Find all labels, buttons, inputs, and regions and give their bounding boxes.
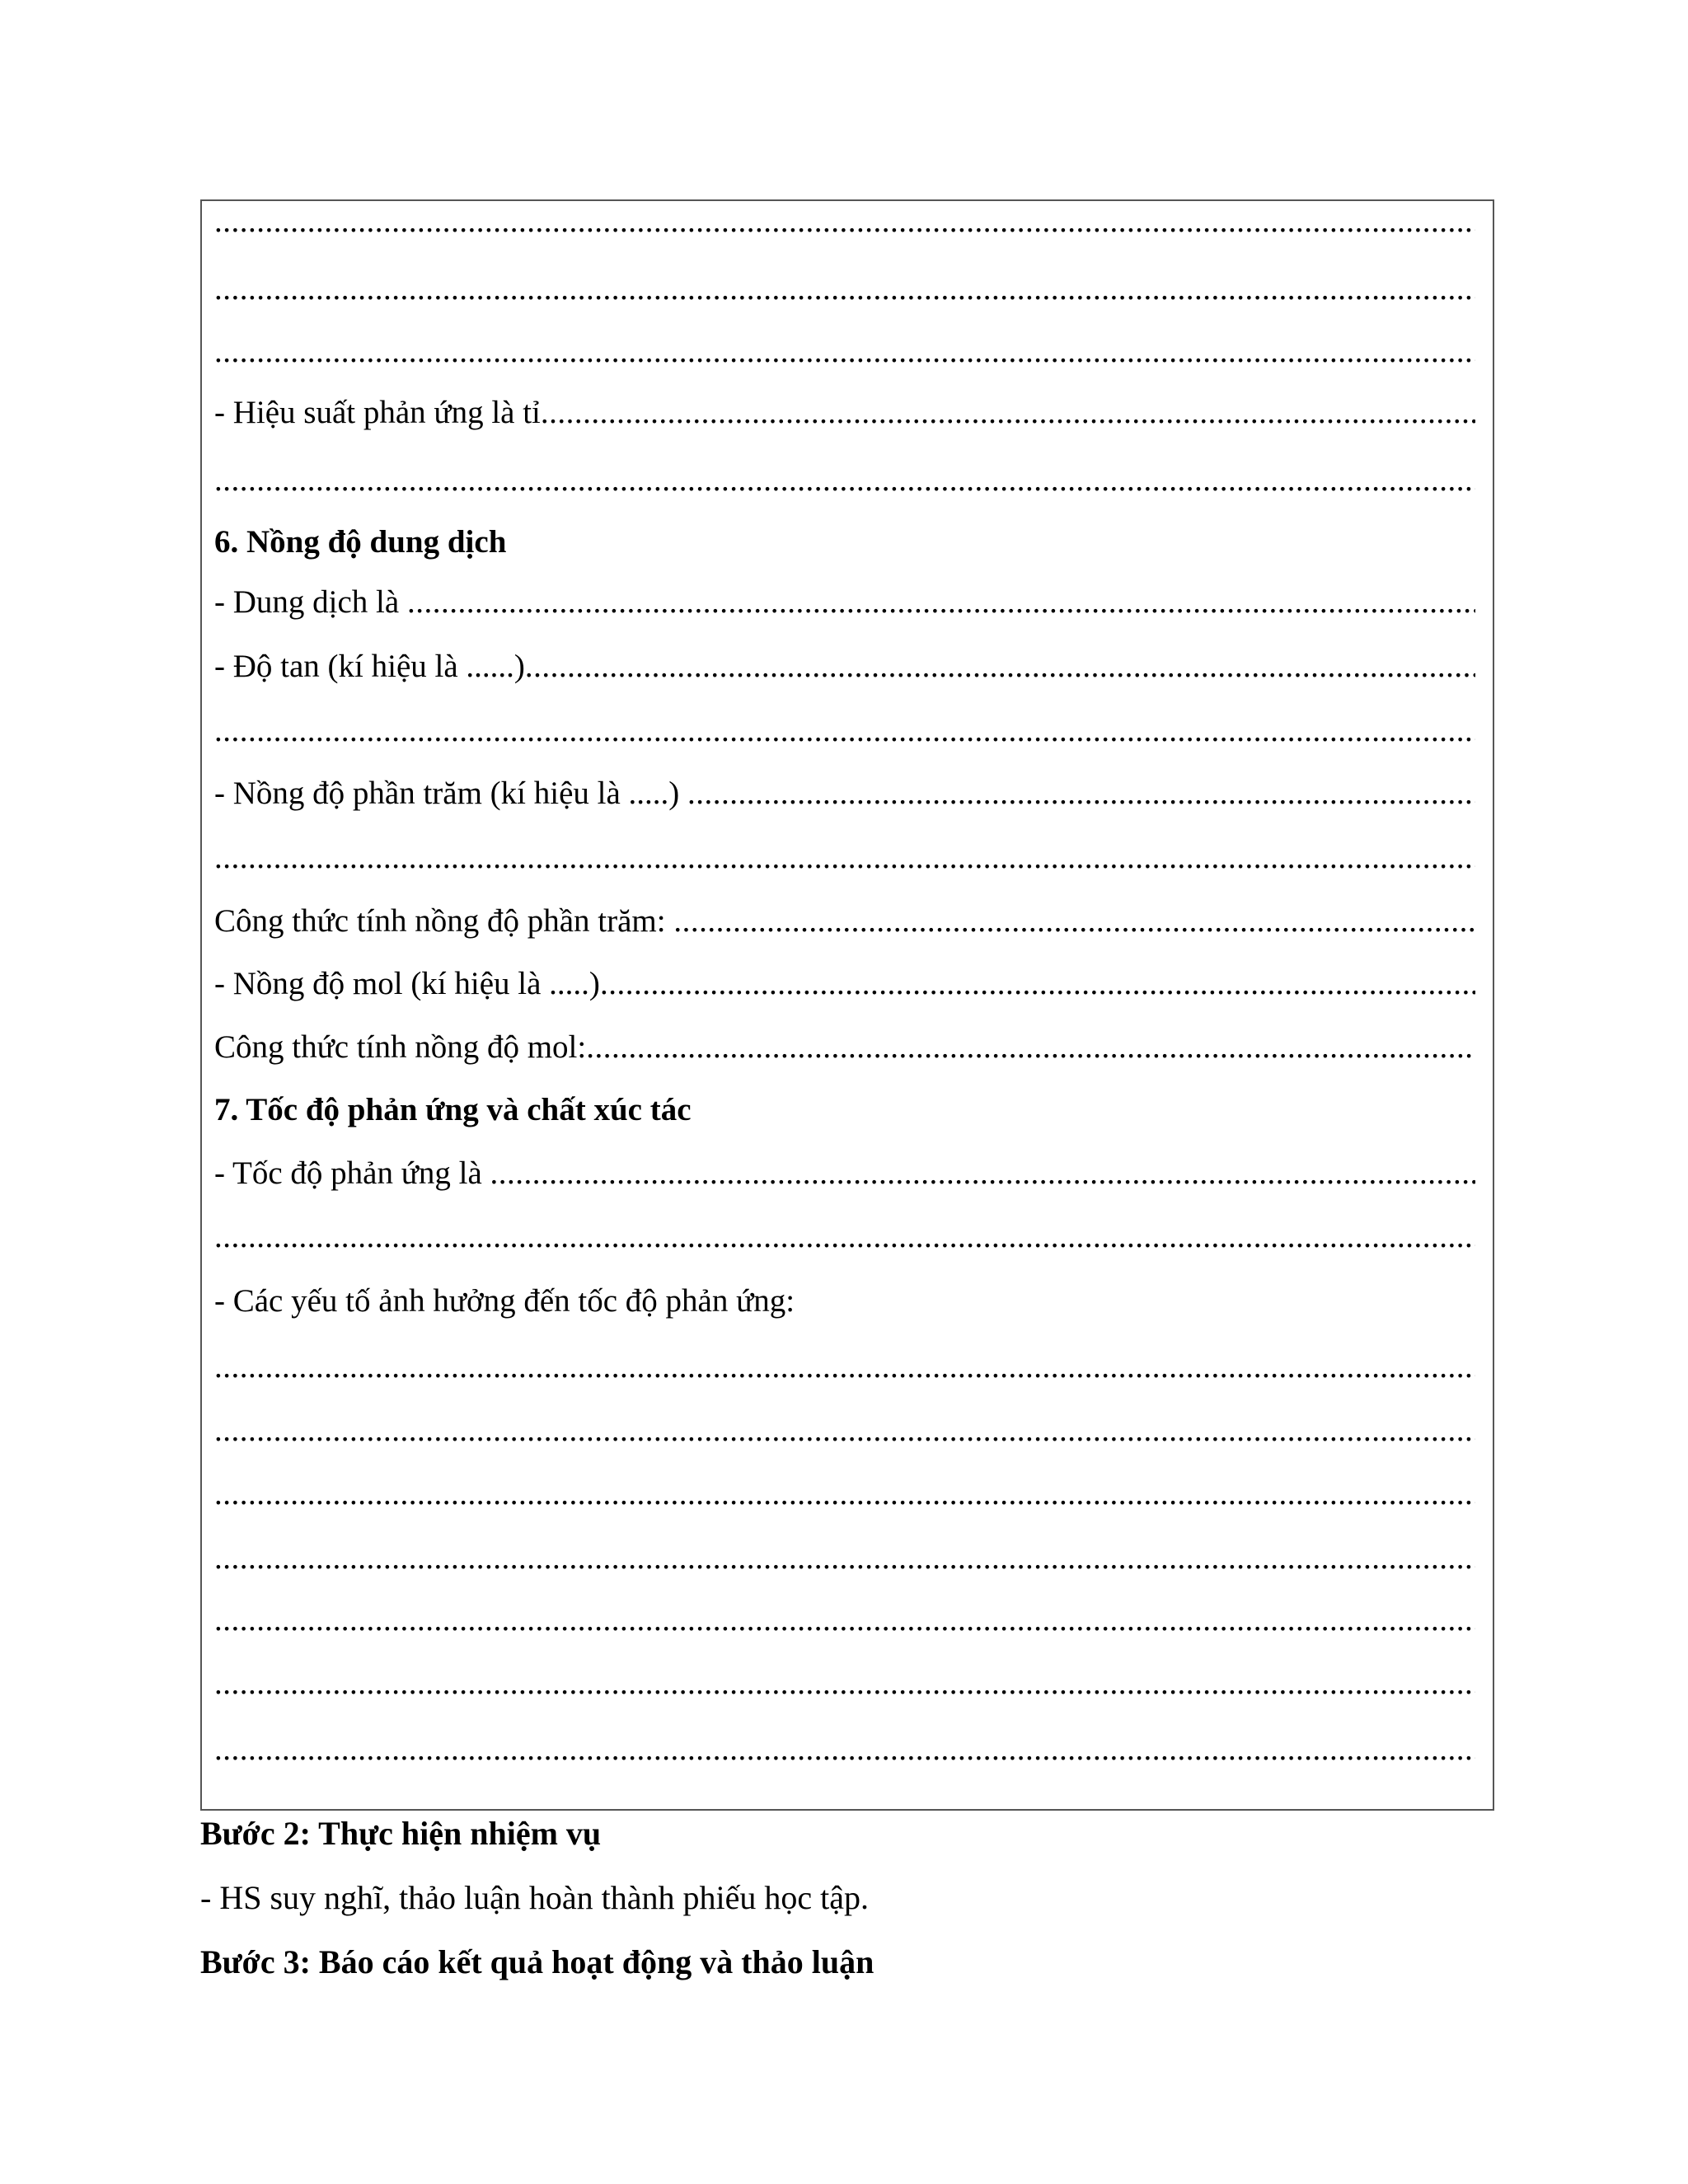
worksheet-line [214, 1212, 1475, 1263]
worksheet-line [214, 1276, 1475, 1327]
worksheet-line [214, 1595, 1475, 1646]
worksheet-line [214, 196, 1475, 247]
answer-blank-dots [214, 1533, 1475, 1584]
worksheet-line [214, 326, 1475, 377]
worksheet-line [214, 1342, 1475, 1393]
worksheet-line [214, 958, 1475, 1010]
answer-blank-dots [525, 641, 1475, 692]
step3-title: Bước 3: Báo cáo kết quả hoạt động và thảo luận [200, 1943, 874, 1980]
worksheet-line [214, 1658, 1475, 1709]
worksheet-line [214, 1533, 1475, 1584]
answer-blank-dots [586, 1022, 1475, 1073]
answer-blank-dots [214, 1212, 1475, 1263]
answer-blank-dots [214, 832, 1475, 883]
answer-blank-dots [214, 1469, 1475, 1520]
answer-blank-dots [541, 387, 1475, 438]
heading-text: 6. Nồng độ dung dịch [214, 524, 507, 560]
answer-blank-dots [214, 1724, 1475, 1775]
worksheet-line [214, 1022, 1475, 1073]
answer-blank-dots [214, 326, 1475, 377]
line-label: - Độ tan (kí hiệu là ......) [214, 649, 525, 684]
line-label: Công thức tính nồng độ phần trăm: [214, 903, 674, 939]
answer-blank-dots [687, 768, 1475, 819]
answer-blank-dots [214, 264, 1475, 315]
worksheet-line [214, 387, 1475, 438]
line-label: - Tốc độ phản ứng là [214, 1155, 490, 1191]
line-label: - Các yếu tố ảnh hưởng đến tốc độ phản ứng: [214, 1283, 795, 1319]
heading-text: 7. Tốc độ phản ứng và chất xúc tác [214, 1092, 692, 1127]
worksheet-line [214, 264, 1475, 315]
answer-blank-dots [214, 1658, 1475, 1709]
worksheet-line [214, 1148, 1475, 1199]
step2-text: - HS suy nghĩ, thảo luận hoàn thành phiếu học tập. [200, 1879, 869, 1916]
answer-blank-dots [407, 577, 1475, 628]
answer-blank-dots [214, 196, 1475, 247]
answer-blank-dots [214, 1405, 1475, 1456]
line-label: - Hiệu suất phản ứng là tỉ [214, 395, 541, 430]
answer-blank-dots [214, 455, 1475, 506]
worksheet-line [214, 455, 1475, 506]
worksheet-line [214, 1405, 1475, 1456]
line-label: Công thức tính nồng độ mol: [214, 1029, 587, 1065]
answer-blank-dots [214, 1342, 1475, 1393]
step2-title: Bước 2: Thực hiện nhiệm vụ [200, 1815, 602, 1852]
worksheet-line [214, 1724, 1475, 1775]
worksheet-line [214, 896, 1475, 947]
line-label: - Dung dịch là [214, 584, 407, 620]
answer-blank-dots [600, 958, 1475, 1010]
worksheet-line [214, 1469, 1475, 1520]
answer-blank-dots [214, 1595, 1475, 1646]
section-heading [214, 1085, 1475, 1136]
worksheet-line [214, 641, 1475, 692]
line-label: - Nồng độ mol (kí hiệu là .....) [214, 966, 600, 1001]
worksheet-line [214, 768, 1475, 819]
worksheet-line [214, 832, 1475, 883]
answer-blank-dots [214, 705, 1475, 757]
section-heading [214, 517, 1475, 568]
worksheet-line [214, 705, 1475, 757]
line-label: - Nồng độ phần trăm (kí hiệu là .....) [214, 776, 688, 811]
worksheet-line [214, 577, 1475, 628]
answer-blank-dots [490, 1148, 1475, 1199]
answer-blank-dots [673, 896, 1475, 947]
